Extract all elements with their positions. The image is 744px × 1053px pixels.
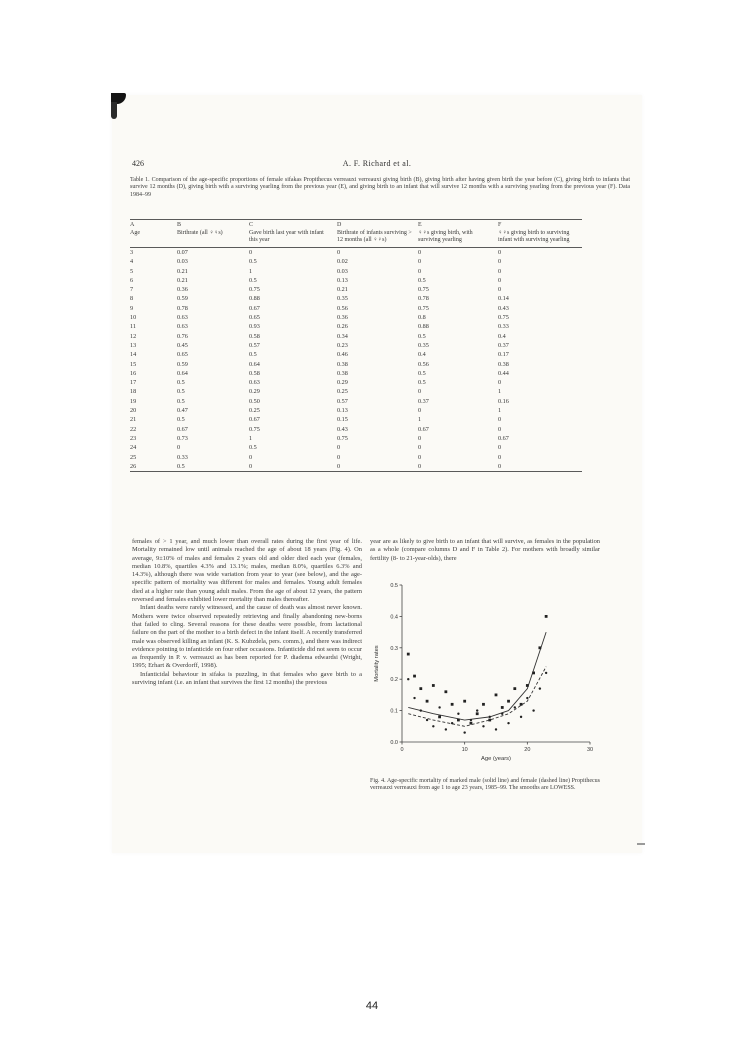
table-cell: 18 [130,388,137,396]
table-cell: 0.5 [249,444,257,452]
table-cell: 0 [418,249,422,256]
table-cell: 0.5 [177,397,185,405]
table-cell: 11 [130,323,136,331]
table-cell: 0.75 [418,304,429,312]
female-data-point [532,709,534,711]
table-row [130,285,582,294]
table-row [130,378,582,387]
table-cell: 0.75 [337,434,348,442]
table-cell: 0.38 [498,360,509,368]
figure-caption: Fig. 4. Age-specific mortality of marked male (solid line) and female (dashed line) Propithecus verreauxi verreauxi from age 1 to age 23 years, 1985–99. The smooths are LOWESS. [370,777,600,792]
table-row [130,397,582,406]
female-data-point [457,712,459,714]
table-cell: 0 [337,453,341,461]
table-cell: 0 [418,258,422,266]
table-cell: 0.67 [249,416,260,424]
y-tick-label: 0.4 [390,614,398,621]
table-cell: 0.21 [337,286,348,294]
male-data-point [520,703,523,706]
table-cell: 0.17 [498,351,509,359]
table-header-row [130,220,582,248]
table-cell: 0.73 [177,434,188,442]
table-cell: 0.65 [249,314,260,322]
table-row [130,415,582,424]
table-row [130,443,582,452]
table-row [130,332,582,341]
table-cell: 0 [177,444,181,452]
male-data-point [426,700,429,703]
table-cell: 0.63 [249,379,260,387]
table-cell: 1 [249,434,253,442]
table-cell: 0.67 [418,425,429,433]
table-row [130,341,582,350]
male-data-point [532,671,535,674]
table-cell: 0.57 [337,397,348,405]
table-1 [130,219,582,472]
table-row [130,322,582,331]
table-cell: 0.75 [249,286,260,294]
table-cell: 0.37 [498,341,509,349]
table-cell: 0.64 [177,369,188,377]
table-cell: 0.25 [337,388,348,396]
table-cell: 0 [418,434,422,442]
table-row [130,369,582,378]
table-cell: 0.5 [418,276,426,284]
table-cell: 0.5 [249,351,257,359]
female-data-point [426,719,428,721]
table-cell: 0.46 [337,351,348,359]
column-header-gave-birth-last-year: C Gave birth last year with infant this year [249,222,324,243]
page-header [112,159,642,168]
male-data-point [495,693,498,696]
scan-artifact-edge [111,102,117,119]
paragraph: Infant deaths were rarely witnessed, and the cause of death was almost never known. Mothers were twice observed repeatedly retrieving and finally abandoning new-borns that failed to cling. Several reasons for these deaths were possible, from lactational failure on the part of the mother to a birth defect in the infant itself. A recently transferred male was observed killing an infant (K. S. Kubzdela, pers. comm.), and there was indirect evidence pointing to infanticide on four other occasions. Infanticide did not seem to occur as frequently in P. v. verreauxi as has been reported for P. diadema edwardsi (Wright, 1995; Erhart & Overdorff, 1998). [132,604,362,670]
table-cell: 9 [130,304,134,312]
column-header-age: A Age [130,222,140,236]
table-cell: 24 [130,444,137,452]
table-cell: 1 [249,267,253,275]
table-cell: 25 [130,453,137,461]
scan-artifact-right [637,843,645,845]
male-data-point [451,703,454,706]
table-cell: 15 [130,360,137,368]
female-data-point [470,719,472,721]
table-row [130,434,582,443]
table-cell: 23 [130,434,137,442]
male-smooth-line [408,632,546,720]
female-data-point [489,716,491,718]
column-header-birthrate: B Birthrate (all ♀♀s) [177,222,223,236]
table-cell: 16 [130,369,137,377]
female-data-point [445,728,447,730]
female-data-point [507,722,509,724]
table-cell: 22 [130,425,137,433]
table-caption: Table 1. Comparison of the age-specific proportions of female sifakas Propithecus verreauxi verreauxi giving birth (B), giving birth after having given birth the year before (C), giving birth to infants that survive 12 months (D), giving birth with a surviving yearling from the previous year (E), and giving birth to an infant that will survive 12 months with a surviving yearling from the previous year (F). Data 1984–99 [130,177,630,198]
table-cell: 17 [130,379,137,387]
table-cell: 0 [418,267,422,275]
table-cell: 0 [337,462,341,470]
male-data-point [457,719,460,722]
x-tick-label: 0 [400,746,404,753]
table-cell: 0.33 [177,453,188,461]
table-cell: 0.63 [177,314,188,322]
female-data-point [539,687,541,689]
table-cell: 14 [130,351,137,359]
table-cell: 0.5 [177,388,185,396]
table-cell: 0 [498,379,502,387]
male-data-point [407,653,410,656]
y-tick-label: 0.5 [390,582,398,589]
table-cell: 0.15 [337,416,348,424]
male-data-point [413,675,416,678]
table-cell: 7 [130,286,134,294]
table-cell: 0.58 [249,332,260,340]
table-row [130,304,582,313]
table-cell: 19 [130,397,137,405]
table-cell: 0.5 [418,379,426,387]
table-cell: 0 [498,453,502,461]
mortality-scatter-plot [370,577,600,772]
female-data-point [520,716,522,718]
table-cell: 1 [498,407,502,415]
table-cell: 0.57 [249,341,260,349]
table-cell: 0.59 [177,360,188,368]
female-data-point [501,712,503,714]
male-data-point [538,646,541,649]
table-cell: 0 [249,453,253,461]
table-cell: 0.16 [498,397,509,405]
table-cell: 0.5 [418,369,426,377]
table-cell: 0.75 [498,314,509,322]
table-cell: 0 [498,286,502,294]
table-cell: 0.36 [337,314,348,322]
female-data-point [495,728,497,730]
table-row [130,248,582,258]
table-cell: 0.35 [337,295,348,303]
table-cell: 0.29 [337,379,348,387]
table-row [130,267,582,276]
table-cell: 4 [130,258,134,266]
body-right-column [370,538,600,793]
table-cell: 0 [418,444,422,452]
female-data-point [407,678,409,680]
female-data-point [413,697,415,699]
table-cell: 0.65 [177,351,188,359]
male-data-point [545,615,548,618]
table-cell: 0.5 [177,462,185,470]
table-cell: 0.78 [418,295,429,303]
male-data-point [444,690,447,693]
table-cell: 0.4 [498,332,506,340]
running-head: A. F. Richard et al. [342,159,412,168]
table-cell: 0.75 [418,286,429,294]
table-row [130,257,582,266]
x-tick-label: 30 [586,746,594,753]
table-cell: 0.5 [418,332,426,340]
table-cell: 0.21 [177,276,188,284]
column-header-birth-with-yearling: E ♀♀s giving birth, with surviving yearling [418,222,473,243]
table-row [130,387,582,396]
x-tick-label: 20 [524,746,531,753]
table-cell: 0.23 [337,341,348,349]
table-cell: 20 [130,407,137,415]
table-row [130,313,582,322]
table-cell: 1 [498,388,502,396]
table-cell: 0.5 [249,258,257,266]
table-cell: 0.47 [177,407,188,415]
table-cell: 0.38 [337,369,348,377]
table-cell: 0.58 [249,369,260,377]
table-cell: 0 [498,416,502,424]
table-cell: 13 [130,341,137,349]
table-cell: 0 [498,249,502,256]
table-cell: 0.03 [337,267,348,275]
paragraph: Infanticidal behaviour in sifaka is puzzling, in that females who gave birth to a surviving infant (i.e. an infant that survives the first 12 months) the previous [132,670,362,687]
female-data-point [420,709,422,711]
table-cell: 0 [418,462,422,470]
male-data-point [463,700,466,703]
table-cell: 0.56 [337,304,348,312]
table-row [130,276,582,285]
table-cell: 0.5 [249,276,257,284]
figure-4 [370,577,600,772]
female-data-point [432,725,434,727]
paragraph: females of > 1 year, and much lower than overall rates during the first year of life. Mortality remained low until animals reached the age of about 18 years (Fig. 4). On average, 9±10% of males and females 2 years old and older died each year (females, median 10.8%, quartiles 4.3% and 13.1%; males, median 8.0%, quartiles 6.3% and 14.3%), although there was wide variation from year to year (see below), and the age-specific pattern of mortality was different for males and females. Young adult females died at a higher rate than young adult males. From the age of about 12 years, the pattern reversed and females exhibited lower mortality than males thereafter. [132,538,362,604]
female-data-point [438,706,440,708]
table-cell: 0.59 [177,295,188,303]
table-cell: 0.5 [177,379,185,387]
table-cell: 0.34 [337,332,348,340]
table-cell: 5 [130,267,134,275]
table-cell: 0 [498,276,502,284]
table-cell: 0 [249,249,253,256]
table-cell: 0 [337,444,341,452]
table-cell: 0.36 [177,286,188,294]
table-cell: 0.8 [418,314,426,322]
male-data-point [432,684,435,687]
table-cell: 26 [130,462,137,470]
table-cell: 0 [418,407,422,415]
x-tick-label: 10 [461,746,468,753]
paragraph: year are as likely to give birth to an infant that will survive, as females in the population as a whole (compare columns D and F in Table 2). For mothers with broadly similar fertility (8- to 21-year-olds), there [370,538,600,562]
table-row [130,453,582,462]
table-cell: 0 [418,453,422,461]
table-cell: 0.25 [249,407,260,415]
table-cell: 1 [418,416,422,424]
male-data-point [438,715,441,718]
table-row [130,360,582,369]
male-data-point [482,703,485,706]
table-cell: 0.44 [498,369,509,377]
y-tick-label: 0.2 [390,677,398,684]
table-cell: 0.03 [177,258,188,266]
table-cell: 0.56 [418,360,429,368]
table-cell: 0 [249,462,253,470]
table-cell: 0.02 [337,258,348,266]
table-cell: 0.43 [337,425,348,433]
y-tick-label: 0.3 [390,645,398,652]
body-left-column [132,538,362,687]
male-data-point [419,687,422,690]
table-cell: 3 [130,249,134,256]
table-cell: 0.43 [498,304,509,312]
scanned-page [112,95,642,853]
table-row [130,462,582,472]
column-header-birthrate-surviving: D Birthrate of infants surviving > 12 months (all ♀♀s) [337,222,412,243]
table-cell: 0.13 [337,407,348,415]
table-cell: 0.33 [498,323,509,331]
table-cell: 0.78 [177,304,188,312]
table-cell: 0.63 [177,323,188,331]
table-cell: 8 [130,295,134,303]
y-tick-label: 0.0 [390,739,398,746]
table-cell: 0.35 [418,341,429,349]
column-header-surviving-infant-yearling: F ♀♀s giving birth to surviving infant with surviving yearling [498,222,570,243]
table-cell: 0 [498,258,502,266]
male-data-point [501,706,504,709]
table-cell: 0 [418,388,422,396]
female-data-point [482,725,484,727]
table-cell: 0.67 [249,304,260,312]
table-cell: 0 [498,444,502,452]
x-axis-title: Age (years) [481,755,511,762]
table-cell: 0.13 [337,276,348,284]
table-cell: 0.64 [249,360,260,368]
table-cell: 21 [130,416,137,424]
male-data-point [526,684,529,687]
table-cell: 0.26 [337,323,348,331]
y-tick-label: 0.1 [390,708,398,715]
table-cell: 0.38 [337,360,348,368]
table-cell: 0.67 [177,425,188,433]
table-cell: 0.14 [498,295,509,303]
table-cell: 10 [130,314,137,322]
male-data-point [513,687,516,690]
female-data-point [451,722,453,724]
table-cell: 0.29 [249,388,260,396]
table-cell: 6 [130,276,134,284]
table-cell: 0.45 [177,341,188,349]
table-cell: 0.88 [249,295,260,303]
table-row [130,294,582,303]
table-cell: 0.37 [418,397,429,405]
table-cell: 0 [337,249,341,256]
table-cell: 0.88 [418,323,429,331]
table-cell: 0 [498,462,502,470]
table-cell: 0.93 [249,323,260,331]
table-cell: 0.50 [249,397,260,405]
table-cell: 0.4 [418,351,426,359]
female-smooth-line [408,667,546,727]
table-cell: 0.21 [177,267,188,275]
female-data-point [545,672,547,674]
table-cell: 12 [130,332,137,340]
female-data-point [476,709,478,711]
male-data-point [476,712,479,715]
page-number-footer: 44 [365,1000,379,1012]
table-row [130,406,582,415]
table-cell: 0.07 [177,249,188,256]
y-axis-title: Mortality rates [374,645,380,682]
female-data-point [514,706,516,708]
table-row [130,350,582,359]
page-number-header: 426 [132,159,144,168]
table-row [130,425,582,434]
table-cell: 0 [498,425,502,433]
female-data-point [463,731,465,733]
table-cell: 0 [498,267,502,275]
table-cell: 0.5 [177,416,185,424]
table-cell: 0.75 [249,425,260,433]
male-data-point [507,700,510,703]
table-cell: 0.67 [498,434,509,442]
table-body [130,248,582,472]
table-cell: 0.76 [177,332,188,340]
female-data-point [526,697,528,699]
